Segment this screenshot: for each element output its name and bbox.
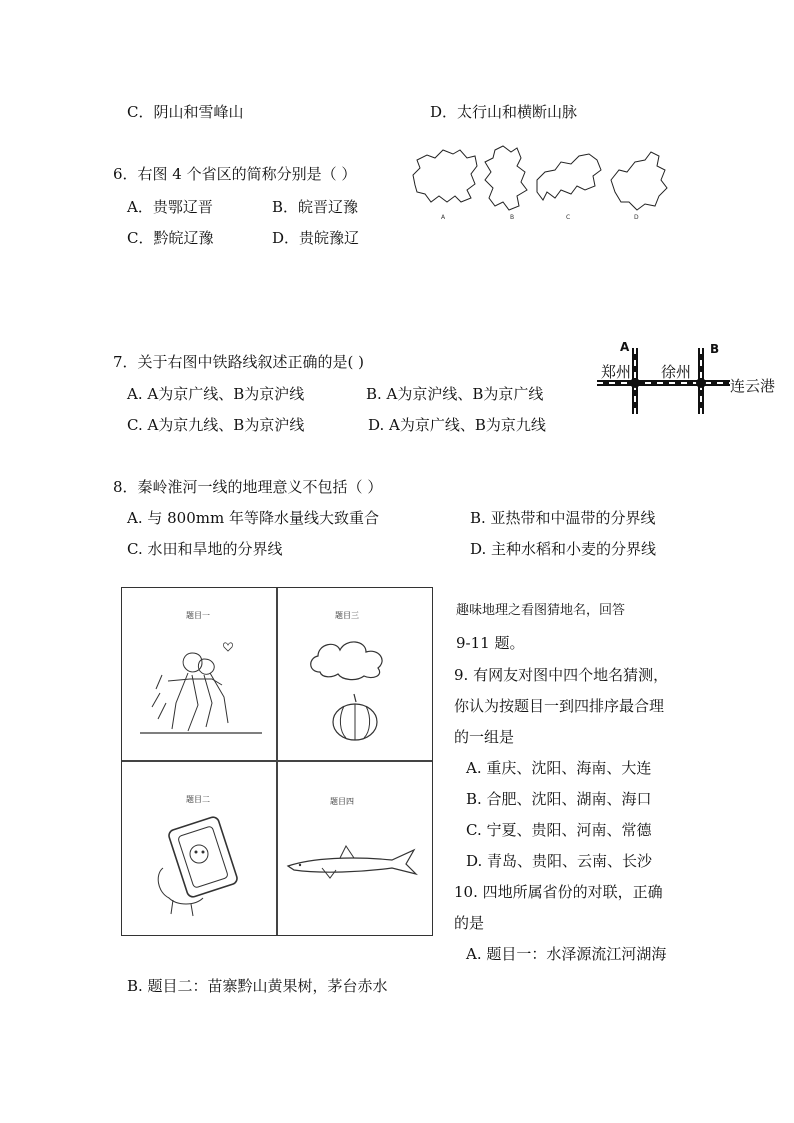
q7-option-c: C. A为京九线、B为京沪线: [127, 416, 305, 434]
city-xuzhou: 徐州: [661, 363, 692, 381]
q9-option-a: A. 重庆、沈阳、海南、大连: [466, 759, 652, 777]
rail-line-b-label: B: [710, 342, 720, 356]
shark-drawing: [282, 838, 427, 888]
q9-option-b: B. 合肥、沈阳、湖南、海口: [466, 790, 652, 808]
q9-option-d: D. 青岛、贵阳、云南、长沙: [466, 852, 653, 870]
intro-line-1: 趣味地理之看图猜地名，回答: [456, 603, 626, 618]
city-zhengzhou: 郑州: [601, 363, 632, 381]
map-label-d: D: [634, 214, 639, 221]
puzzle-cell-4-title: 题目四: [330, 797, 354, 806]
xuzhou-node: [696, 378, 706, 388]
hugging-couple-drawing: [132, 623, 272, 753]
q10-option-b: B. 题目二：苗寨黔山黄果树，茅台赤水: [127, 977, 388, 995]
q6-option-d: D．贵皖豫辽: [272, 229, 360, 247]
province-outlines-figure: [405, 140, 675, 220]
q9-stem-3: 的一组是: [454, 728, 515, 746]
q9-stem-2: 你认为按题目一到四排序最合理: [454, 697, 665, 715]
city-lianyungang: 连云港: [730, 377, 776, 395]
map-label-c: C: [566, 214, 571, 221]
q6-option-c: C．黔皖辽豫: [127, 229, 214, 247]
puzzle-cell-2-title: 题目二: [186, 795, 210, 804]
q10-option-a: A. 题目一：水泽源流江河湖海: [466, 945, 667, 963]
q10-stem-2: 的是: [454, 914, 485, 932]
province-outline-a: [413, 150, 477, 202]
q7-option-b: B. A为京沪线、B为京广线: [366, 385, 544, 403]
zhengzhou-node: [630, 378, 640, 388]
q5-option-c: C．阴山和雪峰山: [127, 103, 244, 121]
q7-option-d: D. A为京广线、B为京九线: [368, 416, 546, 434]
q6-option-a: A．贵鄂辽晋: [127, 198, 213, 216]
province-outline-d: [611, 152, 667, 210]
q9-stem-1: 9. 有网友对图中四个地名猜测，: [454, 666, 669, 684]
q6-stem: 6．右图 4 个省区的简称分别是（ ）: [113, 165, 357, 183]
province-outline-c: [537, 154, 601, 200]
q10-stem-1: 10. 四地所属省份的对联，正确: [454, 883, 663, 901]
province-outline-b: [485, 146, 527, 210]
q7-stem: 7．关于右图中铁路线叙述正确的是( ): [113, 353, 365, 371]
q9-option-c: C. 宁夏、贵阳、河南、常德: [466, 821, 652, 839]
map-label-a: A: [441, 214, 446, 221]
q6-option-b: B．皖晋辽豫: [272, 198, 359, 216]
cloud-and-pumpkin-drawing: [302, 628, 412, 753]
q8-option-a: A. 与 800mm 年等降水量线大致重合: [127, 509, 379, 527]
q8-option-d: D. 主种水稻和小麦的分界线: [470, 540, 657, 558]
map-label-b: B: [510, 214, 515, 221]
puzzle-figure: [121, 587, 433, 936]
puzzle-cell-1-title: 题目一: [186, 611, 210, 620]
intro-line-2: 9-11 题。: [456, 634, 525, 652]
q8-option-b: B. 亚热带和中温带的分界线: [470, 509, 656, 527]
puzzle-cell-3-title: 题目三: [335, 611, 359, 620]
q8-stem: 8．秦岭淮河一线的地理意义不包括（ ）: [113, 478, 383, 496]
q7-option-a: A. A为京广线、B为京沪线: [127, 385, 305, 403]
sheep-with-dice-drawing: [147, 808, 267, 928]
q5-option-d: D．太行山和横断山脉: [430, 103, 578, 121]
q8-option-c: C. 水田和旱地的分界线: [127, 540, 283, 558]
rail-line-a-label: A: [620, 340, 630, 354]
